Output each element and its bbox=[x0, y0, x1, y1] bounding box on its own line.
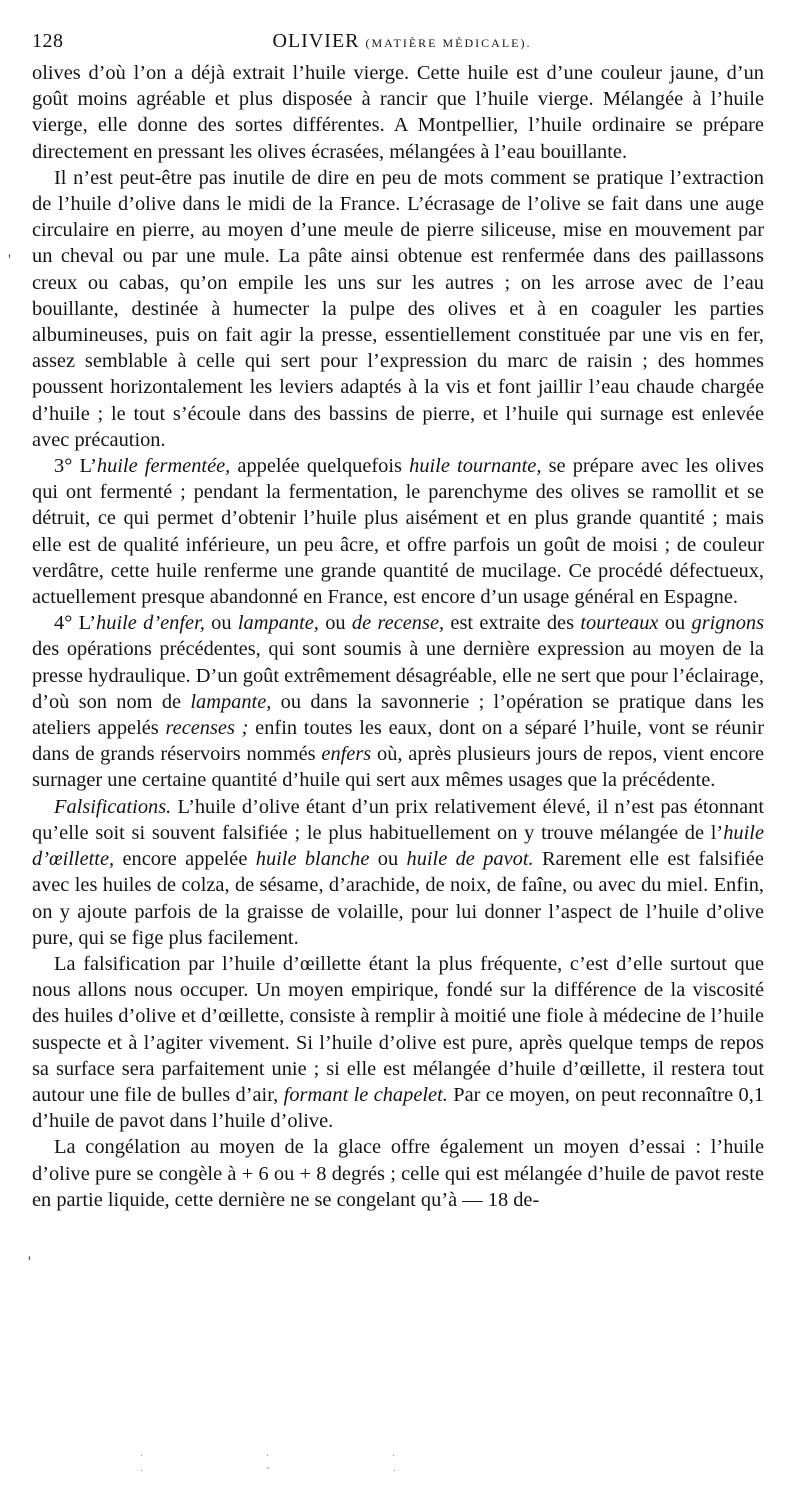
page-number: 128 bbox=[32, 30, 64, 52]
italic-term: enfers bbox=[321, 743, 372, 766]
body-text bbox=[32, 60, 764, 1213]
margin-speck: ' bbox=[8, 252, 11, 269]
italic-term: huile fermentée, bbox=[96, 455, 231, 478]
paragraph-extraction bbox=[32, 165, 764, 453]
paragraph-text: Rarement elle est falsifiée avec les huiles de colza, de sésame, d’arachide, de noix, de faîne, ou avec du miel. Enfin, on y ajoute parfois de la graisse de volaille, pour lui donner l’aspect de l’huile d’olive pure, qui se fige plus facilement. bbox=[32, 848, 764, 949]
paragraph-text: ou bbox=[318, 612, 352, 635]
paragraph-huile-fermentee bbox=[32, 453, 764, 610]
paragraph-text: où, après plusieurs jours de repos, vient encore surnager une certaine quantité d’huile qui sert aux mêmes usages que la précédente. bbox=[32, 743, 765, 792]
paragraph-text: L’huile d’olive étant d’un prix relativement élevé, il n’est pas étonnant qu’elle soit si souvent falsifiée ; le plus habituellement on y trouve mélangée de l’ bbox=[32, 795, 764, 844]
paragraph-text: encore appelée bbox=[114, 848, 256, 871]
paragraph-text: se prépare avec les olives qui ont fermenté ; pendant la fermentation, le parenchyme des olives se ramollit et se détruit, ce qui permet d’obtenir l’huile plus aisément et en plus grande quantité ; mais elle est de qualité inférieure, un peu âcre, et offre parfois un goût de moisi ; de couleur verdâtre, cette huile renferme une grande quantité de mucilage. Ce procédé défectueux, actuellement presque abandonné en France, est encore d’un usage général en Espagne. bbox=[32, 455, 764, 609]
paragraph-lead: 3° L’ bbox=[54, 455, 97, 478]
footer-specks: . . . . - . bbox=[140, 1445, 456, 1474]
paragraph-continuation bbox=[32, 60, 764, 165]
running-header bbox=[32, 30, 772, 58]
paragraph-text: appelée quelquefois bbox=[230, 455, 410, 478]
italic-term: recenses ; bbox=[165, 717, 249, 740]
paragraph-text: des opérations précédentes, qui sont soumis à une dernière expression au moyen de la presse hydraulique. D’un goût extrêmement désagréable, elle ne sert que pour l’éclairage, d’où son nom de bbox=[32, 638, 764, 713]
paragraph-text: La falsification par l’huile d’œillette étant la plus fréquente, c’est d’elle surtout que nous allons nous occuper. Un moyen empirique, fondé sur la différence de la viscosité des huiles d’olive et d’œillette, consiste à remplir à moitié une fiole à médecine de l’huile suspecte et à l’agiter vivement. Si l’huile d’olive est pure, après quelque temps de repos sa surface sera parfaitement unie ; si elle est mélangée d’huile d’œillette, il restera tout autour une file de bulles d’air, bbox=[32, 952, 764, 1106]
italic-term: lampante, bbox=[237, 612, 319, 635]
paragraph-text: La congélation au moyen de la glace offre également un moyen d’essai : l’huile d’olive pure se congèle à + 6 ou + 8 degrés ; celle qui est mélangée d’huile de pavot reste en partie liquide, cette dernière ne se congelant qu’à — 18 de- bbox=[32, 1136, 764, 1211]
paragraph-text: olives d’où l’on a déjà extrait l’huile vierge. Cette huile est d’une couleur jaune, d’un goût moins agréable et plus disposée à rancir que l’huile vierge. Mélangée à l’huile vierge, elle donne des sortes différentes. A Montpellier, l’huile ordinaire se prépare directement en pressant les olives écrasées, mélangées à l’eau bouillante. bbox=[32, 62, 764, 163]
paragraph-text: ou bbox=[369, 848, 407, 871]
running-title bbox=[32, 30, 772, 53]
paragraph-text: ou bbox=[658, 612, 692, 635]
italic-term: tourteaux bbox=[580, 612, 659, 635]
italic-term: huile de pavot. bbox=[406, 848, 534, 871]
paragraph-text: ou dans la savonnerie ; l’opération se pratique dans les ateliers appelés bbox=[32, 690, 764, 740]
italic-term: huile tournante, bbox=[409, 455, 542, 478]
italic-term: lampante, bbox=[190, 690, 272, 713]
paragraph-oeillette bbox=[32, 951, 764, 1134]
paragraph-text: enfin toutes les eaux, dont on a séparé l’huile, vont se réunir dans de grands réservoirs nommés bbox=[32, 717, 764, 766]
italic-term: grignons bbox=[691, 612, 765, 635]
italic-term: huile blanche bbox=[255, 848, 370, 871]
running-title-subject: (MATIÈRE MÉDICALE). bbox=[365, 36, 532, 50]
running-title-main: OLIVIER bbox=[272, 30, 360, 52]
italic-term: formant le chapelet. bbox=[283, 1083, 448, 1106]
paragraph-text: est extraite des bbox=[444, 612, 581, 635]
paragraph-falsifications bbox=[32, 794, 764, 951]
paragraph-congelation bbox=[32, 1134, 764, 1213]
italic-term: de recense, bbox=[351, 612, 445, 635]
paragraph-lead: 4° L’ bbox=[54, 612, 97, 635]
italic-term: huile d’enfer, bbox=[96, 612, 205, 635]
margin-speck: ' bbox=[28, 1254, 31, 1271]
italic-term: huile d’œillette, bbox=[32, 821, 764, 871]
paragraph-text: ou bbox=[204, 612, 238, 635]
paragraph-text: Il n’est peut-être pas inutile de dire en peu de mots comment se pratique l’extraction de l’huile d’olive dans le midi de la France. L’écrasage de l’olive se fait dans une auge circulaire en pierre, au moyen d’une meule de pierre siliceuse, mise en mouvement par un cheval ou par une mule. La pâte ainsi obtenue est renfermée dans des paillassons creux ou cabas, qu’on empile les uns sur les autres ; on les arrose avec de l’eau bouillante, destinée à humecter la pulpe des olives et à en coaguler les parties albumineuses, puis on fait agir la presse, essentiellement constituée par une vis en fer, assez semblable à celle qui sert pour l’expression du marc de raisin ; des hommes poussent horizontalement les leviers adaptés à la vis et font jaillir l’eau chaude chargée d’huile ; le tout s’écoule dans des bassins de pierre, et l’huile qui surnage est enlevée avec précaution. bbox=[32, 166, 764, 451]
paragraph-text: Par ce moyen, on peut reconnaître 0,1 d’huile de pavot dans l’huile d’olive. bbox=[32, 1083, 765, 1133]
paragraph-huile-enfer bbox=[32, 610, 764, 793]
section-heading-italic: Falsifications. bbox=[54, 795, 172, 818]
